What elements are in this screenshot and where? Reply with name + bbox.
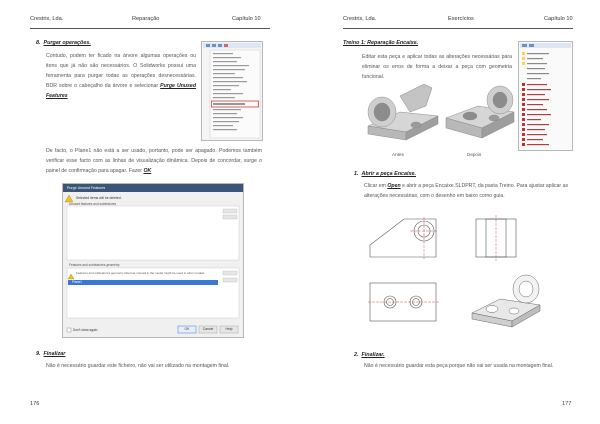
- step1-title: 1. Abrir a peça Encaixe.: [354, 171, 417, 177]
- page-number-right: 177: [562, 401, 572, 407]
- dialog-group2: Features and subfeatures geometry: [69, 263, 120, 267]
- header-section: Exercícios: [448, 16, 474, 22]
- page-number-left: 176: [30, 401, 40, 407]
- feature-tree-drawing: [519, 42, 572, 150]
- item9-paragraph: Não é necessário guardar este ficheiro, não vai ser utilizado na montagem final.: [46, 363, 230, 369]
- step2-title: 2. Finalizar.: [354, 352, 385, 358]
- parts-before-after: [360, 82, 518, 154]
- dialog-title: Purge Unused Features: [63, 184, 243, 192]
- context-menu-screenshot: [201, 41, 263, 141]
- help-label[interactable]: Help: [225, 327, 233, 332]
- label-before: Antes: [392, 152, 404, 157]
- header-rule: [30, 28, 270, 29]
- exercise-paragraph: Editar esta peça e aplicar todas as alterações necessárias para eliminar os erros de forma a deixar a peça com geometria funcional.: [362, 54, 512, 80]
- plane1-row: [68, 280, 218, 285]
- dialog-drawing: [63, 184, 243, 337]
- iso-view: [472, 275, 540, 327]
- top-view: [368, 283, 440, 321]
- step1-paragraph: Clicar em Open e abrir a peça Encaixe.SLDPRT, da pasta Treino. Para ajustar aplicar as alterações necessárias, com o desenho em baixo como guia.: [364, 183, 569, 199]
- exercise-title: Treino 1: Reparação Encaixe.: [343, 40, 419, 46]
- header-chapter: Capítulo 10: [232, 16, 261, 22]
- front-view: [370, 217, 438, 259]
- dialog-group2-warning: Features and subfeatures geometry listed as unused in the model might be used in other models.: [76, 271, 206, 275]
- checkbox-label: Don't show again: [73, 327, 98, 332]
- item8-paragraph: Contudo, podem ter ficado na árvore algumas operações ou itens que já não são necessários. O Solidworks possui uma ferramenta para purgar todas as operações desnecessárias. BDR sobre o cabeçalho da árvore e selecionar Purge Unused Features: [46, 53, 196, 99]
- dialog-list-item[interactable]: Plane1: [72, 280, 82, 285]
- part-before: [368, 84, 438, 140]
- technical-drawing: [364, 205, 576, 340]
- ok-label[interactable]: OK: [184, 327, 190, 332]
- feature-tree-screenshot: [518, 41, 573, 151]
- item8-title: 8. Purgar operações.: [36, 40, 91, 46]
- dialog-group1: Unused features and subfeatures: [69, 202, 117, 206]
- purge-dialog: [62, 183, 244, 338]
- side-view: [476, 215, 516, 261]
- cancel-label[interactable]: Cancel: [202, 327, 214, 332]
- header-section: Reparação: [132, 16, 160, 22]
- right-page: [300, 0, 600, 424]
- part-after: [446, 86, 514, 138]
- header-company: Crestrix, Lda.: [343, 16, 377, 22]
- dont-show-checkbox: [67, 328, 71, 332]
- header-chapter: Capítulo 10: [544, 16, 573, 22]
- header-company: Crestrix, Lda.: [30, 16, 64, 22]
- item9-title: 9. Finalizar: [36, 351, 66, 357]
- paragraph-plane1: De facto, o Plane1 não está a ser usado, portanto, pode ser apagado. Podemos também verificar esse facto com as linhas de visualização dinâmica. Depois de concordar, surge o painel de confirmação para apagar. Fazer OK: [46, 148, 262, 174]
- header-rule: [343, 28, 573, 29]
- context-menu-drawing: [202, 42, 262, 140]
- label-after: Depois: [467, 152, 482, 157]
- step2-paragraph: Não é necessário guardar esta peça porque não vai ser usada na montagem final.: [364, 363, 554, 369]
- dialog-warning: Selected items will be deleted.: [76, 196, 122, 200]
- warning-icon: [65, 195, 73, 202]
